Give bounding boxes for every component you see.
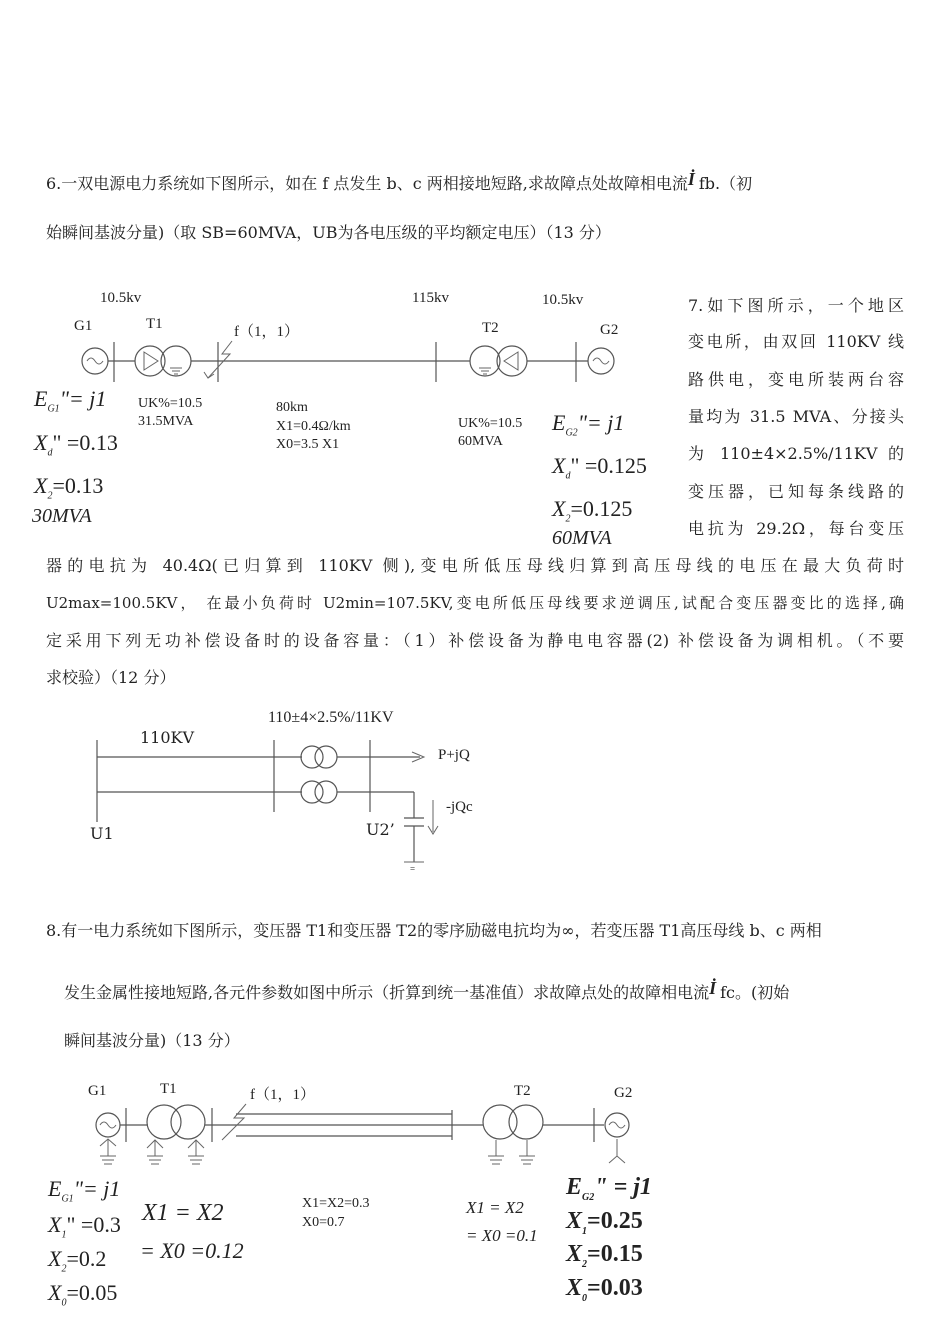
q8-t1-eq2: = X0 =0.12 [140, 1238, 244, 1263]
q8-g1-emf [48, 1176, 120, 1204]
q7-line-10: 定采用下列无功补偿设备时的设备容量：（1）补偿设备为静电电容器(2) 补偿设备为调相机。（不要 [46, 631, 904, 650]
q8-line-2 [64, 978, 790, 1004]
x2-subscript: 2 [47, 490, 53, 502]
current-i-symbol: İ [709, 978, 717, 998]
q6-voltage-mid: 115kv [412, 290, 449, 306]
q8-t1-label: T1 [160, 1081, 177, 1097]
emf-subscript: G2 [565, 427, 578, 439]
q6-voltage-left: 10.5kv [100, 290, 142, 306]
q6-line-x0: X0=3.5 X1 [276, 437, 340, 452]
x2-value: =0.13 [52, 473, 104, 498]
q8-t2-eq1: X1 = X2 [466, 1198, 524, 1217]
x0-subscript: 0 [582, 1292, 588, 1304]
x2-value: =0.2 [66, 1246, 107, 1271]
xd-subscript: d [565, 470, 571, 482]
x1-symbol: X [566, 1208, 583, 1234]
q7-tap-ratio: 110±4×2.5%/11KV [268, 709, 394, 726]
x1-subscript: 1 [582, 1225, 588, 1237]
x2-symbol: X [566, 1241, 583, 1267]
q8-g1-label: G1 [88, 1083, 107, 1099]
x0-value: =0.05 [66, 1280, 118, 1305]
q7-u1: U1 [90, 824, 114, 843]
q6-circuit [82, 341, 614, 382]
x0-symbol: X [48, 1280, 62, 1305]
q8-g2-x0 [566, 1275, 643, 1304]
q8-g2-x2 [566, 1241, 643, 1270]
q7-side-line-4: 量均为 31.5 MVA、分接头 [688, 407, 904, 426]
q7-side-line-3: 路供电，变电所装两台容 [688, 370, 904, 389]
q6-line1-prefix: 6.一双电源电力系统如下图所示，如在 f 点发生 b、c 两相接地短路,求故障点处故障相电流 [46, 174, 688, 193]
q8-fault-label: f（1，1） [250, 1087, 315, 1103]
q6-t1-uk: UK%=10.5 [138, 396, 203, 411]
q8-line-x12: X1=X2=0.3 [302, 1196, 370, 1211]
q8-line-1: 8.有一电力系统如下图所示，变压器 T1和变压器 T2的零序励磁电抗均为∞，若变压器 T1高压母线 b、c 两相 [46, 921, 822, 940]
q8-g2-emf [566, 1174, 652, 1203]
q7-compensation: -jQc [446, 799, 473, 815]
emf-value: "= j1 [577, 410, 625, 435]
q8-line-x0: X0=0.7 [302, 1215, 345, 1230]
q8-g2-x1 [566, 1208, 643, 1237]
x1-value: =0.25 [587, 1208, 643, 1234]
q6-g1-label: G1 [74, 318, 93, 334]
q6-fault-label: f（1，1） [234, 324, 299, 340]
q6-g1-capacity: 30MVA [32, 505, 92, 527]
q7-line-8: 器的电抗为 40.4Ω(已归算到 110KV 侧),变电所低压母线归算到高压母线的电压在最大负荷时 [46, 556, 904, 575]
x0-symbol: X [566, 1275, 583, 1301]
q8-line2-suffix: fc。(初始 [720, 983, 790, 1002]
x1-subscript: 1 [61, 1229, 67, 1241]
q6-line2: 始瞬间基波分量)（取 SB=60MVA，UB为各电压级的平均额定电压）（13 分） [46, 223, 611, 242]
q8-g2-label: G2 [614, 1085, 633, 1101]
q6-line1-suffix: fb.（初 [698, 174, 753, 193]
x2-subscript: 2 [582, 1258, 588, 1270]
q6-g2-x2 [552, 496, 632, 524]
emf-subscript: G2 [582, 1191, 595, 1203]
xd-value: " =0.125 [570, 453, 647, 478]
x1-symbol: X [48, 1212, 62, 1237]
emf-value: " = j1 [594, 1174, 652, 1200]
q6-g2-label: G2 [600, 322, 619, 338]
q6-t2-uk: UK%=10.5 [458, 416, 523, 431]
q8-circuit [96, 1104, 629, 1164]
q8-t2-label: T2 [514, 1083, 531, 1099]
q6-t2-label: T2 [482, 320, 499, 336]
emf-symbol: E [48, 1176, 62, 1201]
emf-value: "= j1 [73, 1176, 121, 1201]
q8-t2-eq2: = X0 =0.1 [466, 1226, 538, 1245]
q8-g1-x0 [48, 1280, 117, 1308]
xd-value: " =0.13 [52, 430, 118, 455]
q7-side-line-6: 变压器，已知每条线路的 [688, 482, 904, 501]
x2-value: =0.15 [587, 1241, 643, 1267]
emf-symbol: E [34, 386, 48, 411]
q8-g1-x2 [48, 1246, 106, 1274]
q7-ground-mark: = [410, 864, 416, 874]
q8-line-3: 瞬间基波分量)（13 分） [64, 1031, 240, 1050]
x2-symbol: X [552, 496, 566, 521]
q6-g1-x2 [34, 473, 103, 501]
q6-g2-xd [552, 453, 647, 481]
emf-subscript: G1 [61, 1193, 74, 1205]
q6-t1-label: T1 [146, 316, 163, 332]
q8-g1-x1 [48, 1212, 121, 1240]
q6-g2-capacity: 60MVA [552, 527, 612, 549]
q7-line-11: 求校验）（12 分） [46, 668, 176, 687]
q8-line2-prefix: 发生金属性接地短路,各元件参数如图中所示（折算到统一基准值）求故障点处的故障相电流 [64, 983, 710, 1002]
current-i-symbol: İ [687, 169, 695, 189]
emf-subscript: G1 [47, 403, 60, 415]
q7-side-line-1: 7.如下图所示，一个地区 [688, 296, 904, 315]
q6-line-length: 80km [276, 400, 308, 415]
q6-t2-capacity: 60MVA [458, 434, 503, 449]
q7-line-voltage: 110KV [140, 728, 195, 747]
q6-line-x1: X1=0.4Ω/km [276, 419, 351, 434]
q6-g1-emf [34, 386, 106, 414]
emf-value: "= j1 [59, 386, 107, 411]
x0-subscript: 0 [61, 1297, 67, 1309]
q6-g2-emf [552, 410, 624, 438]
q7-side-line-2: 变电所，由双回 110KV 线 [688, 332, 904, 351]
q6-voltage-right: 10.5kv [542, 292, 584, 308]
q7-side-line-7: 电抗为 29.2Ω，每台变压 [688, 519, 904, 538]
q6-t1-capacity: 31.5MVA [138, 414, 194, 429]
q7-side-line-5: 为 110±4×2.5%/11KV 的 [688, 444, 904, 463]
q6-g1-xd [34, 430, 118, 458]
x0-value: =0.03 [587, 1275, 643, 1301]
q7-line-9: U2max=100.5KV， 在最小负荷时 U2min=107.5KV,变电所低压母线要求逆调压,试配合变压器变比的选择,确 [46, 594, 904, 612]
x2-subscript: 2 [61, 1263, 67, 1275]
x1-value: " =0.3 [66, 1212, 121, 1237]
xd-symbol: X [552, 453, 566, 478]
x2-subscript: 2 [565, 513, 571, 525]
x2-value: =0.125 [570, 496, 633, 521]
xd-subscript: d [47, 447, 53, 459]
q7-load: P+jQ [438, 747, 470, 763]
x2-symbol: X [48, 1246, 62, 1271]
emf-symbol: E [552, 410, 566, 435]
xd-symbol: X [34, 430, 48, 455]
q8-t1-eq1: X1 = X2 [142, 1200, 224, 1226]
emf-symbol: E [566, 1174, 583, 1200]
q7-u2: U2’ [366, 820, 395, 839]
x2-symbol: X [34, 473, 48, 498]
q7-circuit [97, 740, 438, 862]
